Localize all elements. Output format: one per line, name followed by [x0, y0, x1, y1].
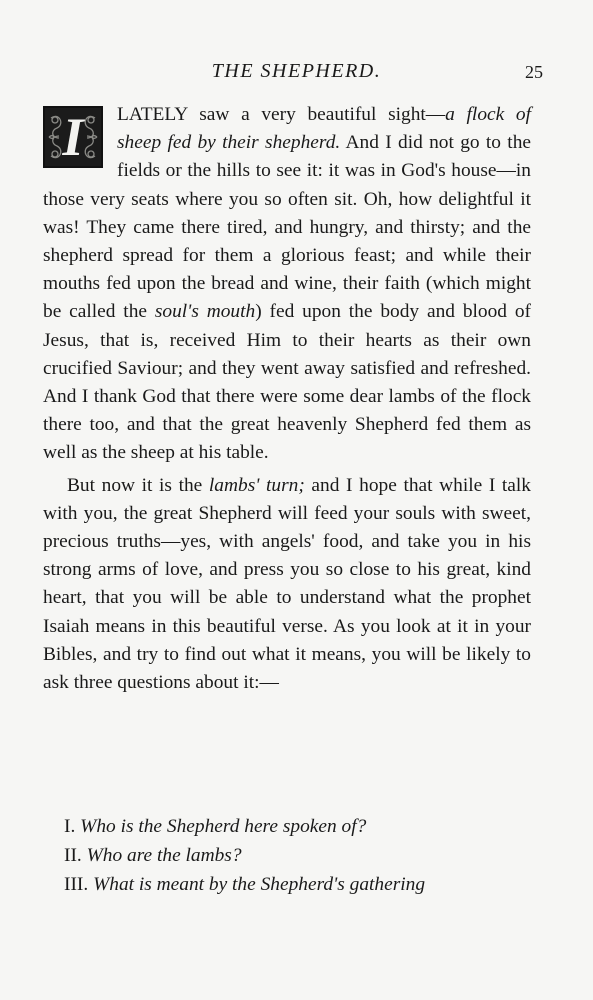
question-text: Who are the lambs? [86, 845, 242, 866]
question-text: What is meant by the Shepherd's gathering [93, 874, 426, 895]
paragraph-1-italic-2: soul's mouth [154, 301, 256, 323]
body-text [43, 101, 531, 697]
paragraph-1-part2: And I did not go to the fields or the hills to see it: it was in God's house—in those very seats where you so often sit. Oh, how delightful it was! They came there tired, and hungry, and thirsty; and the shepherd spread for them a glorious feast; and while their mouths fed upon the bread and wine, their faith (which might be called the [43, 132, 531, 323]
question-number: II. [64, 845, 82, 866]
paragraph-1-lead: LATELY saw a very beautiful sight— [117, 104, 446, 125]
drop-cap-letter: I [62, 107, 84, 167]
page-number: 25 [525, 62, 543, 82]
paragraph-2-italic-1: lambs' turn; [208, 474, 305, 496]
question-number: III. [64, 874, 89, 895]
paragraph-1-italic-lead: a flock of sheep fed by their shepherd. [117, 104, 531, 154]
question-item [64, 812, 534, 841]
question-number: I. [64, 816, 76, 837]
page-header [0, 58, 593, 88]
paragraph-2-part2: and I hope that while I talk with you, the great Shepherd will feed your souls with sweet, precious truths—yes, with angels' food, and take you in his strong arms of love, and press you so close to his great, kind heart, that you will be able to understand what the prophet Isaiah means in this beautiful verse. As you look at it in your Bibles, and try to find out what it means, you will be likely to ask three questions about it:— [43, 474, 532, 694]
paragraph-2 [43, 472, 531, 698]
paragraph-2-part1: But now it is the [67, 474, 209, 496]
question-item [64, 870, 534, 899]
paragraph-1 [43, 101, 531, 468]
paragraph-1-part3: ) fed upon the body and blood of Jesus, that is, received Him to their hearts as their own crucified Saviour; and they went away satisfied and refreshed. And I thank God that there were some dear lambs of the flock there too, and that the great heavenly Shepherd fed them as well as the sheep at his table. [43, 301, 531, 464]
question-text: Who is the Shepherd here spoken of? [80, 816, 367, 837]
questions-list [64, 812, 534, 899]
question-item [64, 841, 534, 870]
running-title: THE SHEPHERD. [211, 60, 382, 82]
ornamental-drop-cap [43, 106, 103, 168]
